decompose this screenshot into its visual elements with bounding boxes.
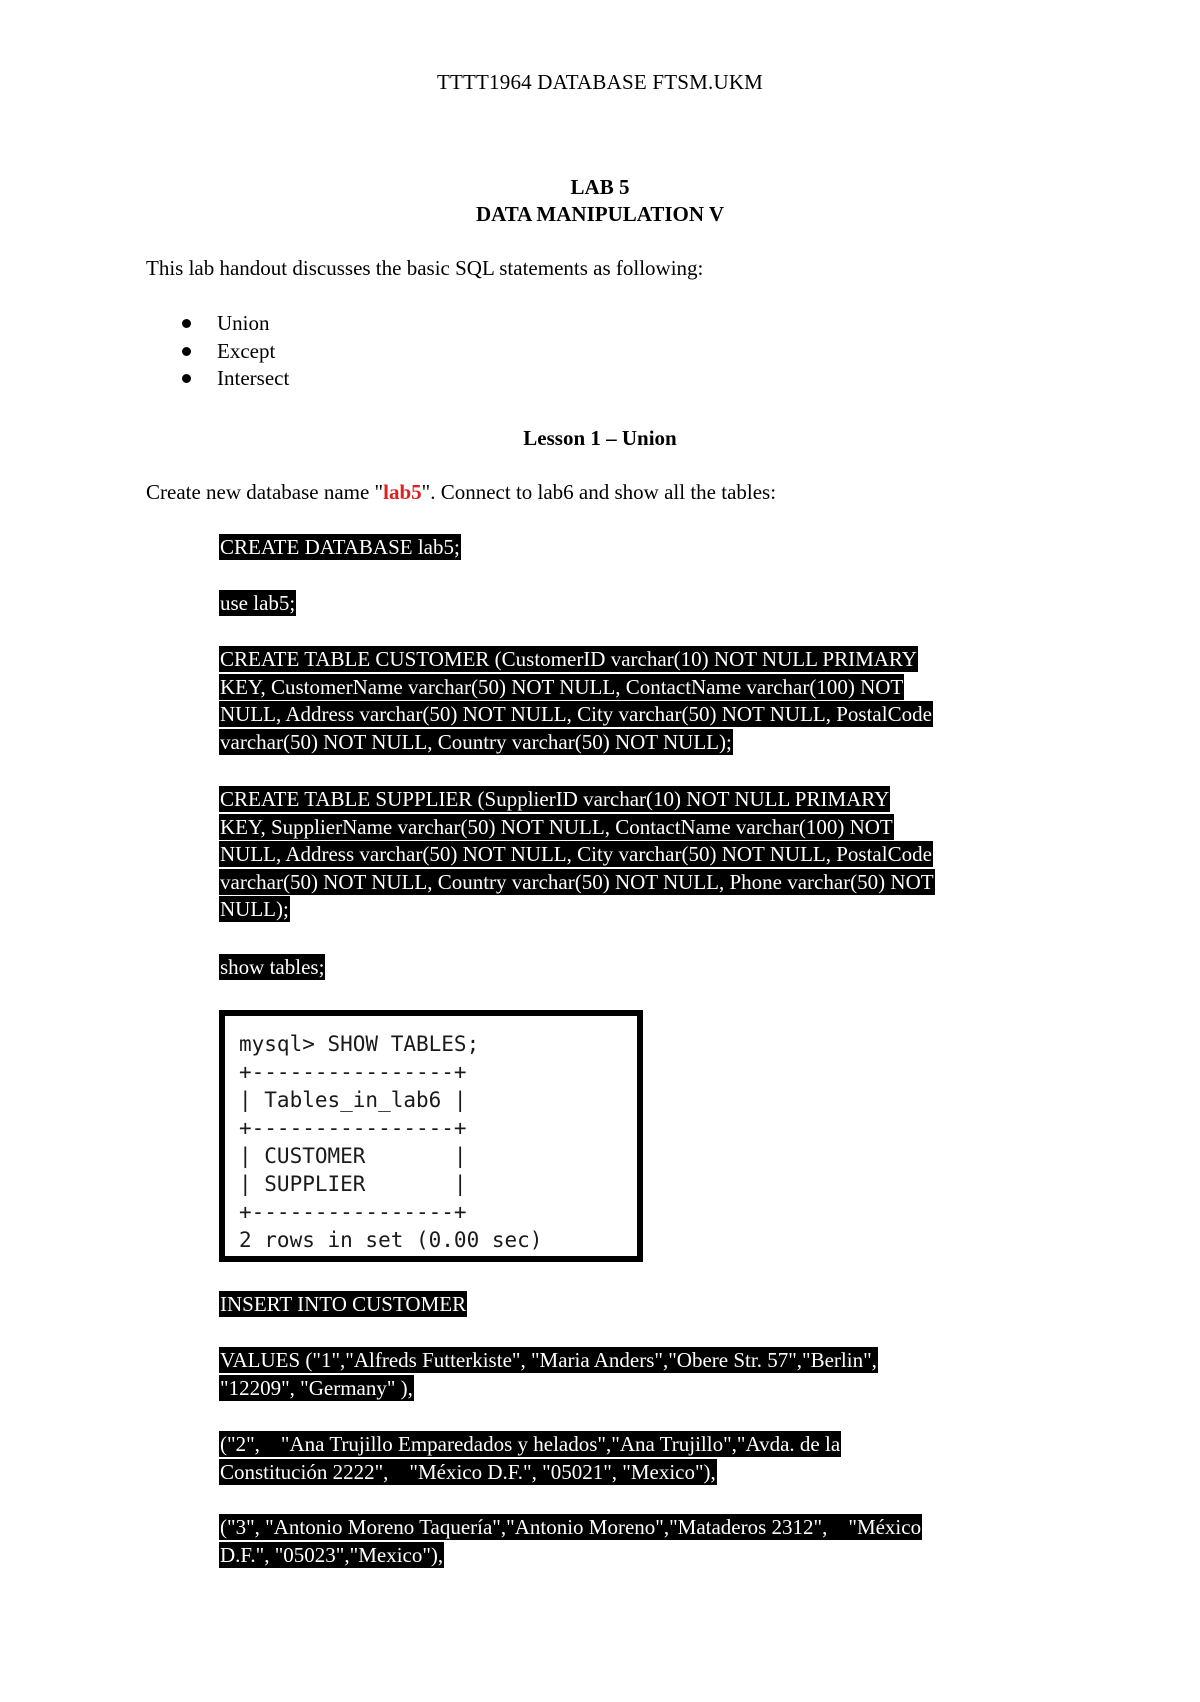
topic-list — [182, 310, 289, 393]
code-create-customer: CREATE TABLE CUSTOMER (CustomerID varchar(10) NOT NULL PRIMARY KEY, CustomerName varchar(50) NOT NULL, ContactName varchar(100) NOT NULL, Address varchar(50) NOT NULL, City varchar(50) NOT NULL, PostalCode varchar(50) NOT NULL, Country varchar(50) NOT NULL); — [220, 647, 932, 754]
terminal-line: | CUSTOMER | — [239, 1144, 467, 1168]
code-values-row-2: ("2", "Ana Trujillo Emparedados y helados","Ana Trujillo","Avda. de la Constitución 2222", "México D.F.", "05021", "Mexico"), — [220, 1432, 841, 1484]
terminal-line: | SUPPLIER | — [239, 1172, 467, 1196]
code-use-database: use lab5; — [220, 591, 296, 615]
terminal-line: 2 rows in set (0.00 sec) — [239, 1228, 543, 1252]
list-item: Intersect — [182, 365, 289, 393]
intro-paragraph: This lab handout discusses the basic SQL statements as following: — [146, 256, 704, 280]
terminal-line: mysql> SHOW TABLES; — [239, 1032, 480, 1056]
terminal-output — [219, 1010, 643, 1262]
list-item: Union — [182, 310, 289, 338]
list-item: Except — [182, 338, 289, 366]
lesson-heading: Lesson 1 – Union — [523, 426, 677, 450]
bullet-icon — [182, 347, 191, 356]
code-create-database: CREATE DATABASE lab5; — [220, 535, 460, 559]
terminal-line: +----------------+ — [239, 1060, 467, 1084]
bullet-icon — [182, 319, 191, 328]
code-insert-into: INSERT INTO CUSTOMER — [220, 1292, 467, 1316]
code-values-row-1: VALUES ("1","Alfreds Futterkiste", "Maria Anders","Obere Str. 57","Berlin", "12209", "Germany" ), — [220, 1348, 877, 1400]
lab-number: LAB 5 — [570, 175, 630, 199]
lab-title — [0, 174, 1200, 228]
terminal-line: +----------------+ — [239, 1200, 467, 1224]
terminal-line: | Tables_in_lab6 | — [239, 1088, 467, 1112]
code-show-tables: show tables; — [220, 955, 325, 979]
instruction-paragraph: Create new database name "lab5". Connect to lab6 and show all the tables: — [146, 480, 777, 504]
code-create-supplier: CREATE TABLE SUPPLIER (SupplierID varchar(10) NOT NULL PRIMARY KEY, SupplierName varchar(50) NOT NULL, ContactName varchar(100) NOT NULL, Address varchar(50) NOT NULL, City varchar(50) NOT NULL, PostalCode varchar(50) NOT NULL, Country varchar(50) NOT NULL, Phone varchar(50) NOT NULL); — [220, 787, 934, 921]
terminal-line: +----------------+ — [239, 1116, 467, 1140]
lab-subtitle: DATA MANIPULATION V — [475, 202, 725, 226]
page-header: TTTT1964 DATABASE FTSM.UKM — [436, 70, 764, 94]
bullet-icon — [182, 374, 191, 383]
database-name: lab5 — [383, 480, 422, 504]
code-values-row-3: ("3", "Antonio Moreno Taquería","Antonio Moreno","Mataderos 2312", "México D.F.", "05023","Mexico"), — [220, 1515, 922, 1567]
